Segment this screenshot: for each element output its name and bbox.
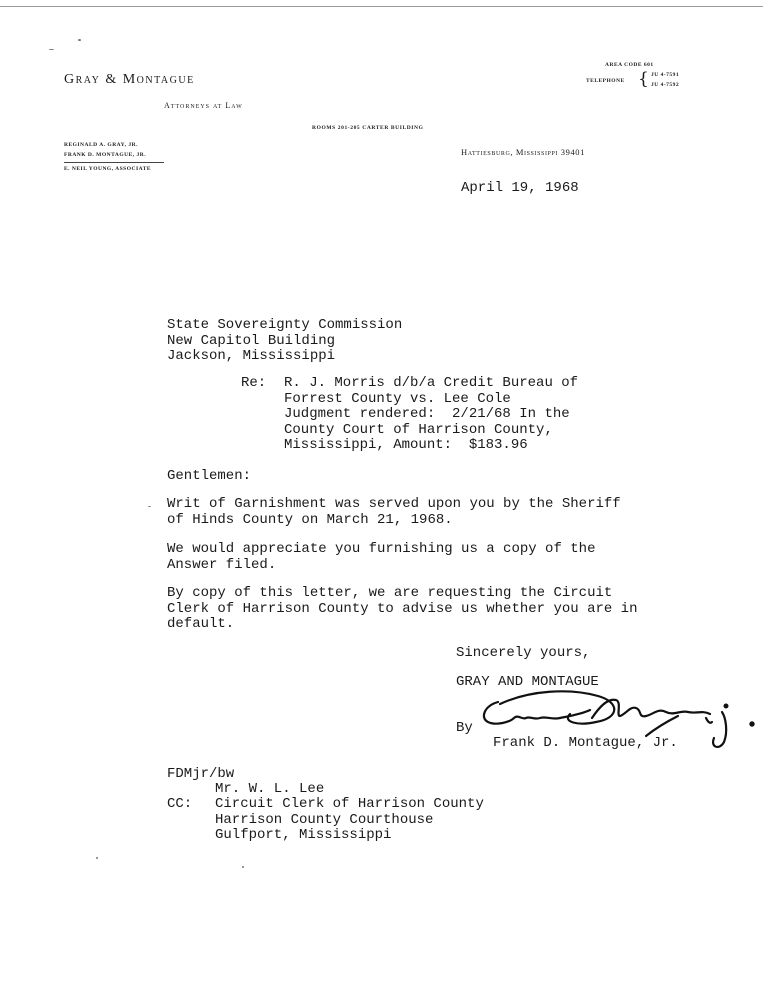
scan-speck	[78, 39, 81, 41]
phone-brace: {	[638, 69, 649, 89]
body-paragraph-request	[167, 542, 595, 573]
re-line: Judgment rendered: 2/21/68 In the	[284, 406, 570, 422]
cc-recipient: Mr. W. L. Lee	[215, 781, 325, 797]
cc-line: Gulfport, Mississippi	[215, 827, 392, 843]
recipient-line: Jackson, Mississippi	[167, 348, 336, 364]
re-label: Re:	[241, 375, 267, 391]
cc-line: Harrison County Courthouse	[215, 811, 434, 828]
partner-name: FRANK D. MONTAGUE, JR.	[64, 152, 147, 158]
phone-number: JU 4-7591	[651, 72, 680, 78]
body-paragraph-copy	[167, 586, 637, 633]
partner-divider	[64, 162, 164, 163]
recipient-address	[167, 318, 402, 365]
letter-date: April 19, 1968	[461, 180, 579, 196]
firm-name-right: Montague	[122, 72, 195, 87]
partner-name: REGINALD A. GRAY, JR.	[64, 142, 138, 148]
firm-name-left: Gray	[64, 72, 101, 87]
phone-number: JU 4-7592	[651, 82, 680, 88]
body-line: of Hinds County on March 21, 1968.	[167, 511, 453, 528]
body-line: Writ of Garnishment was served upon you by the Sheriff	[167, 496, 621, 512]
body-line: By copy of this letter, we are requesting the Circuit	[167, 585, 613, 601]
firm-name	[64, 72, 195, 88]
office-rooms: ROOMS 201-205 CARTER BUILDING	[312, 125, 424, 131]
area-code: AREA CODE 601	[605, 62, 654, 68]
partner-name: E. NEIL YOUNG, ASSOCIATE	[64, 166, 152, 172]
recipient-line: New Capitol Building	[167, 332, 336, 349]
body-paragraph-garnishment	[167, 497, 621, 528]
cc-label: CC:	[167, 796, 193, 812]
scan-speck	[49, 49, 54, 50]
signer-name: Frank D. Montague, Jr.	[493, 735, 678, 751]
body-line: default.	[167, 616, 235, 632]
valediction: Sincerely yours,	[456, 645, 591, 661]
re-subject	[284, 376, 578, 454]
scan-speck	[148, 506, 151, 507]
salutation: Gentlemen:	[167, 468, 252, 484]
firm-city: Hattiesburg, Mississippi 39401	[461, 147, 586, 157]
scan-speck	[96, 857, 98, 859]
closing-firm: GRAY AND MONTAGUE	[456, 674, 599, 690]
re-line: Forrest County vs. Lee Cole	[284, 390, 511, 407]
page-top-edge	[0, 0, 763, 7]
cc-address	[215, 797, 484, 844]
body-line: We would appreciate you furnishing us a copy of the	[167, 541, 596, 557]
by-label: By	[456, 720, 473, 736]
telephone-label: TELEPHONE	[586, 78, 625, 84]
recipient-line: State Sovereignty Commission	[167, 317, 403, 333]
body-line: Clerk of Harrison County to advise us whether you are in	[167, 600, 638, 617]
body-line: Answer filed.	[167, 556, 277, 573]
scan-speck	[242, 866, 244, 868]
re-line: Mississippi, Amount: $183.96	[284, 437, 528, 453]
firm-subtitle: Attorneys at Law	[164, 101, 243, 110]
firm-name-ampersand: &	[105, 72, 118, 87]
re-line: County Court of Harrison County,	[284, 421, 553, 438]
typist-initials: FDMjr/bw	[167, 766, 235, 782]
re-line: R. J. Morris d/b/a Credit Bureau of	[284, 375, 579, 391]
cc-line: Circuit Clerk of Harrison County	[215, 796, 484, 812]
